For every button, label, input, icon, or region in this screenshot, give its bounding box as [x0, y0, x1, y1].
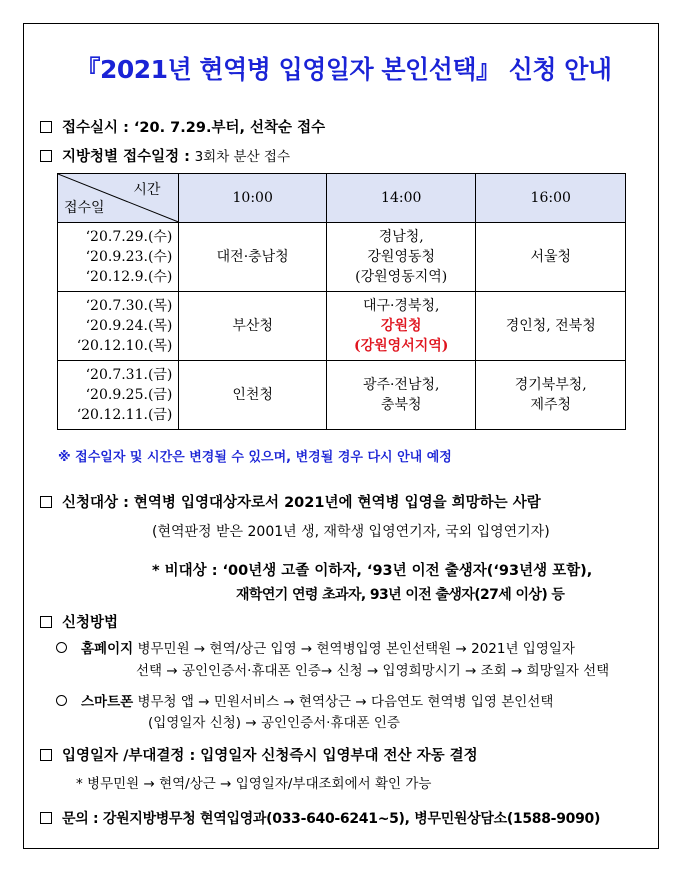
office-cell: [476, 361, 626, 430]
contact-line: [40, 808, 600, 828]
office-text: 제주청: [530, 397, 572, 413]
homepage-line-1: [56, 637, 575, 657]
date-text: ‘20.12.9.(수): [85, 269, 173, 285]
checkbox-icon: [40, 812, 52, 824]
office-cell: [179, 223, 327, 292]
office-text: 광주·전남청,: [362, 377, 440, 393]
header-date-label: 접수일: [64, 200, 105, 216]
schedule-table: [57, 173, 626, 430]
bullet-circle-icon: [56, 695, 67, 706]
office-text: 대전·충남청: [216, 249, 289, 265]
smartphone-steps-2: (입영일자 신청) → 공인인증서·휴대폰 인증: [148, 715, 400, 731]
homepage-title: 홈페이지: [81, 641, 134, 657]
header-time-3: 16:00: [476, 174, 626, 223]
checkbox-icon: [40, 749, 52, 761]
office-cell: [326, 223, 476, 292]
checkbox-icon: [40, 496, 52, 508]
homepage-steps-2: 선택 → 공인인증서·휴대폰 인증→ 신청 → 입영희망시기 → 조회 → 희망일자 선택: [136, 663, 610, 679]
method-line: [40, 611, 118, 632]
regional-note: 3회차 분산 접수: [194, 149, 290, 165]
target-sub-text: (현역판정 받은 2001년 생, 재학생 입영연기자, 국외 입영연기자): [152, 524, 550, 540]
date-cell: [58, 292, 179, 361]
method-label: 신청방법: [62, 615, 119, 631]
date-text: ‘20.12.10.(목): [76, 338, 173, 354]
table-row: [58, 223, 626, 292]
date-text: ‘20.9.24.(목): [85, 318, 173, 334]
smartphone-steps-1: 병무청 앱 → 민원서비스 → 현역상근 → 다음연도 현역병 입영 본인선택: [137, 694, 554, 710]
office-text: 경기북부청,: [514, 377, 587, 393]
header-time-2: 14:00: [326, 174, 476, 223]
header-time-label: 시간: [133, 182, 161, 198]
target-line: [40, 491, 541, 512]
office-cell: [476, 292, 626, 361]
decision-text: 입영일자 /부대결정 : 입영일자 신청즉시 입영부대 전산 자동 결정: [62, 748, 478, 764]
decision-line: [40, 744, 478, 765]
diagonal-header-cell: [58, 174, 179, 223]
office-cell: [476, 223, 626, 292]
bullet-circle-icon: [56, 642, 67, 653]
homepage-steps-1: 병무민원 → 현역/상근 입영 → 현역병입영 본인선택원 → 2021년 입영일자: [137, 641, 575, 657]
checkbox-icon: [40, 150, 52, 162]
office-cell: [326, 361, 476, 430]
checkbox-icon: [40, 121, 52, 133]
office-text: 경남청,: [378, 229, 424, 245]
exclusion-line-2: 재학연기 연령 초과자, 93년 이전 출생자(27세 이상) 등: [236, 587, 565, 603]
contact-text: 문의 : 강원지방병무청 현역입영과(033-640-6241~5), 병무민원상담소(1588-9090): [62, 811, 601, 827]
date-text: ‘20.7.30.(목): [85, 298, 173, 314]
office-text: 대구·경북청,: [362, 298, 440, 314]
office-text: 서울청: [530, 249, 572, 265]
notice-text: ※ 접수일자 및 시간은 변경될 수 있으며, 변경될 경우 다시 안내 예정: [58, 450, 452, 465]
table-header-row: [58, 174, 626, 223]
office-cell: [326, 292, 476, 361]
exclusion-line-1: * 비대상 : ‘00년생 고졸 이하자, ‘93년 이전 출생자(‘93년생 포함),: [152, 563, 593, 579]
date-cell: [58, 361, 179, 430]
table-row: [58, 361, 626, 430]
checkbox-icon: [40, 616, 52, 628]
office-cell: [179, 361, 327, 430]
date-text: ‘20.7.31.(금): [85, 367, 173, 383]
reception-line: [40, 116, 325, 137]
office-text: (강원영동지역): [355, 269, 448, 285]
office-cell: [179, 292, 327, 361]
date-cell: [58, 223, 179, 292]
highlight-office-text: 강원청: [380, 318, 422, 334]
office-text: 인천청: [232, 387, 273, 403]
date-text: ‘20.12.11.(금): [76, 407, 173, 423]
smartphone-title: 스마트폰: [81, 694, 134, 710]
page-title: 『2021년 현역병 입영일자 본인선택』 신청 안내: [75, 55, 612, 84]
date-text: ‘20.9.23.(수): [85, 249, 173, 265]
office-text: 경인청, 전북청: [505, 318, 596, 334]
table-row: [58, 292, 626, 361]
reception-text: 접수실시 : ‘20. 7.29.부터, 선착순 접수: [62, 120, 326, 136]
highlight-office-text: (강원영서지역): [354, 338, 449, 354]
regional-line: [40, 145, 290, 166]
target-text: 신청대상 : 현역병 입영대상자로서 2021년에 현역병 입영을 희망하는 사람: [62, 495, 541, 511]
regional-label: 지방청별 접수일정 :: [62, 149, 190, 165]
decision-note: * 병무민원 → 현역/상근 → 입영일자/부대조회에서 확인 가능: [76, 776, 432, 792]
smartphone-line-1: [56, 690, 553, 710]
office-text: 강원영동청: [367, 249, 436, 265]
header-time-1: 10:00: [179, 174, 327, 223]
office-text: 부산청: [232, 318, 273, 334]
date-text: ‘20.7.29.(수): [85, 229, 173, 245]
date-text: ‘20.9.25.(금): [85, 387, 173, 403]
office-text: 충북청: [380, 397, 422, 413]
